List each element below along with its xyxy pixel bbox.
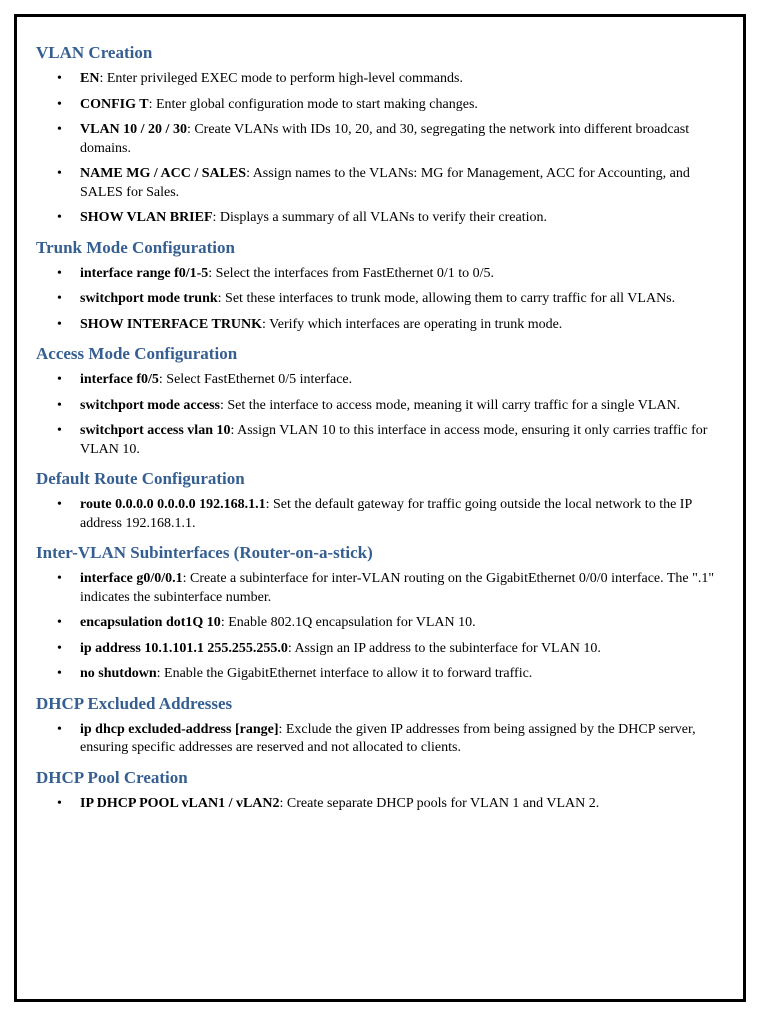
command-term: interface g0/0/0.1 [80, 571, 183, 586]
command-description: : Set the interface to access mode, meaning it will carry traffic for a single VLAN. [219, 397, 681, 413]
command-description: : Assign an IP address to the subinterface for VLAN 10. [287, 640, 601, 656]
command-term: ip address 10.1.101.1 255.255.255.0 [80, 640, 288, 656]
bullet-icon: • [57, 71, 62, 86]
command-description: : Displays a summary of all VLANs to verify their creation. [212, 210, 548, 225]
bullet-icon: • [57, 316, 62, 332]
command-term: VLAN 10 / 20 / 30 [80, 122, 187, 137]
list-item [36, 496, 716, 533]
command-term: IP DHCP POOL vLAN1 / vLAN2 [80, 795, 280, 811]
command-term: interface range f0/1-5 [80, 265, 209, 281]
command-term: NAME MG / ACC / SALES [80, 166, 247, 181]
command-description: : Set these interfaces to trunk mode, allowing them to carry traffic for all VLANs. [217, 291, 676, 306]
list-item [36, 96, 716, 115]
list-item [36, 290, 716, 309]
bullet-icon: • [57, 795, 62, 811]
list-item [36, 209, 716, 228]
list-item [36, 165, 716, 202]
command-description: : Create separate DHCP pools for VLAN 1 and VLAN 2. [279, 795, 600, 811]
bullet-list [36, 371, 716, 459]
command-description: : Select FastEthernet 0/5 interface. [158, 372, 353, 387]
section-heading: DHCP Excluded Addresses [36, 693, 233, 713]
bullet-list [36, 795, 716, 814]
list-item [36, 316, 716, 335]
document-content [36, 40, 716, 820]
list-item [36, 397, 716, 416]
list-item [36, 265, 716, 284]
bullet-icon: • [57, 166, 62, 181]
bullet-icon: • [57, 423, 62, 438]
bullet-icon: • [57, 397, 62, 413]
command-term: route 0.0.0.0 0.0.0.0 192.168.1.1 [80, 497, 266, 512]
bullet-icon: • [57, 96, 62, 112]
command-description: : Enable 802.1Q encapsulation for VLAN 10. [220, 615, 476, 630]
list-item [36, 795, 716, 814]
bullet-list [36, 721, 716, 758]
section-heading: Default Route Configuration [36, 469, 245, 488]
list-item [36, 665, 716, 684]
bullet-icon: • [57, 640, 62, 656]
section-heading: Inter-VLAN Subinterfaces (Router-on-a-stick) [36, 543, 373, 562]
command-term: CONFIG T [80, 96, 149, 112]
bullet-list [36, 496, 716, 533]
section-heading: Trunk Mode Configuration [36, 237, 235, 257]
list-item [36, 721, 716, 758]
command-description: : Assign names to the VLANs: MG for Management, ACC for Accounting, and SALES for Sales. [80, 166, 690, 200]
bullet-icon: • [57, 615, 62, 630]
list-item [36, 121, 716, 158]
command-description: : Exclude the given IP addresses from being assigned by the DHCP server, ensuring specific addresses are reserved and not allocated to clients. [80, 721, 696, 755]
command-term: switchport mode access [80, 397, 220, 413]
command-description: : Create VLANs with IDs 10, 20, and 30, segregating the network into different broadcast domains. [80, 122, 690, 156]
command-description: : Create a subinterface for inter-VLAN routing on the GigabitEthernet 0/0/0 interface. The ".1" indicates the subinterface number. [80, 571, 715, 605]
command-term: EN [80, 71, 100, 86]
bullet-list [36, 70, 716, 228]
command-term: SHOW INTERFACE TRUNK [80, 316, 263, 332]
section [36, 540, 716, 684]
section [36, 765, 716, 814]
command-term: no shutdown [80, 666, 157, 681]
command-description: : Set the default gateway for traffic going outside the local network to the IP address 192.168.1.1. [80, 497, 692, 531]
bullet-icon: • [57, 122, 62, 137]
section [36, 341, 716, 459]
bullet-icon: • [57, 721, 62, 737]
list-item [36, 614, 716, 633]
list-item [36, 422, 716, 459]
list-item [36, 371, 716, 390]
command-term: encapsulation dot1Q 10 [80, 615, 221, 630]
command-description: : Enter privileged EXEC mode to perform high-level commands. [99, 71, 463, 86]
command-term: ip dhcp excluded-address [range] [80, 721, 279, 737]
section-heading: Access Mode Configuration [36, 344, 238, 363]
section [36, 466, 716, 533]
section-heading: VLAN Creation [36, 43, 153, 62]
command-term: interface f0/5 [80, 372, 159, 387]
command-term: switchport mode trunk [80, 291, 218, 306]
list-item [36, 640, 716, 659]
command-term: switchport access vlan 10 [80, 423, 231, 438]
bullet-list [36, 265, 716, 335]
bullet-icon: • [57, 265, 62, 281]
bullet-list [36, 570, 716, 684]
command-term: SHOW VLAN BRIEF [80, 210, 213, 225]
bullet-icon: • [57, 666, 62, 681]
section-heading: DHCP Pool Creation [36, 767, 188, 787]
bullet-icon: • [57, 497, 62, 512]
list-item [36, 570, 716, 607]
command-description: : Enable the GigabitEthernet interface to allow it to forward traffic. [156, 666, 533, 681]
command-description: : Enter global configuration mode to start making changes. [148, 96, 478, 112]
bullet-icon: • [57, 571, 62, 586]
section [36, 235, 716, 335]
list-item [36, 70, 716, 89]
command-description: : Assign VLAN 10 to this interface in access mode, ensuring it only carries traffic for VLAN 10. [80, 423, 708, 457]
section [36, 40, 716, 228]
bullet-icon: • [57, 372, 62, 387]
bullet-icon: • [57, 291, 62, 306]
section [36, 691, 716, 758]
bullet-icon: • [57, 210, 62, 225]
command-description: : Verify which interfaces are operating in trunk mode. [262, 316, 563, 332]
command-description: : Select the interfaces from FastEthernet 0/1 to 0/5. [208, 265, 495, 281]
